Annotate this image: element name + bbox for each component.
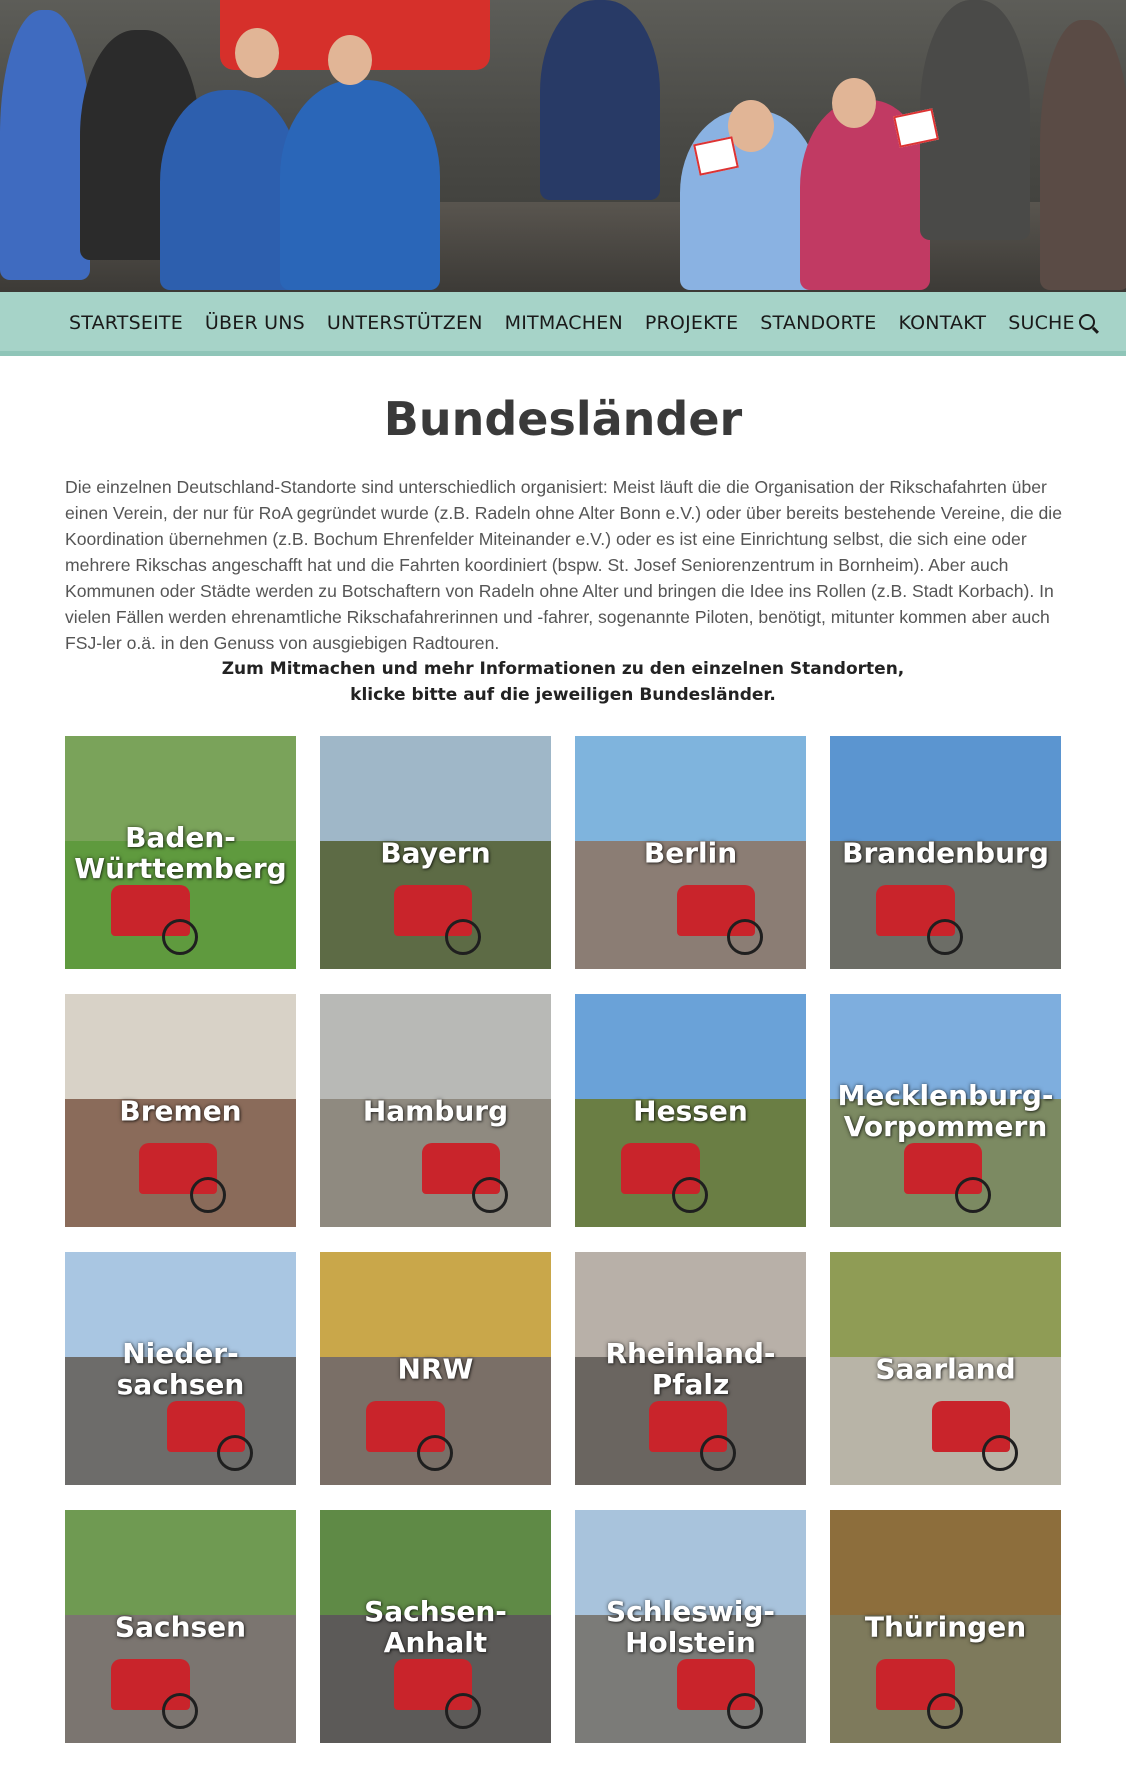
nav-item-suche-label: SUCHE	[1008, 312, 1075, 334]
hero-image	[0, 0, 1126, 292]
state-tile-bremen[interactable]	[65, 994, 296, 1227]
hero-face	[328, 35, 372, 85]
state-tile-sachsen-anhalt[interactable]	[320, 1510, 551, 1743]
tile-rikscha-wheel	[162, 919, 198, 955]
state-tile-hamburg[interactable]	[320, 994, 551, 1227]
tile-rikscha-wheel	[417, 1435, 453, 1471]
hero-face	[832, 78, 876, 128]
state-label: Hamburg	[362, 1094, 509, 1127]
search-icon	[1079, 314, 1095, 330]
state-tile-nrw[interactable]	[320, 1252, 551, 1485]
cta-line-1: Zum Mitmachen und mehr Informationen zu den einzelnen Standorten,	[221, 659, 905, 679]
tile-photo-sky	[320, 736, 551, 841]
state-tile-mecklenburg-vorpommern[interactable]	[830, 994, 1061, 1227]
nav-item-projekte[interactable]: PROJEKTE	[644, 312, 739, 334]
tile-photo-sky	[830, 1510, 1061, 1615]
intro-text: Die einzelnen Deutschland-Standorte sind unterschiedlich organisiert: Meist läuft die die Organisation der Rikschafahrten über einen Verein, der nur für RoA gegründet wurde (z.B. Radeln ohne Alter Bonn e.V.) oder über bereits bestehende Vereine, die die Koordination übernehmen (z.B. Bochum Ehrenfelder Miteinander e.V.) oder es ist eine Einrichtung selbst, die sich eine oder mehrere Rikschas angeschafft hat und die Fahrten koordiniert (bspw. St. Josef Seniorenzentrum in Bornheim). Aber auch Kommunen oder Städte werden zu Botschaftern von Radeln ohne Alter und bringen die Idee ins Rollen (z.B. Stadt Korbach). In vielen Fällen werden ehrenamtliche Rikschafahrerinnen und -fahrer, sogenannte Piloten, benötigt, mitunter kommen aber auch FSJ-ler o.ä. in den Genuss von ausgiebigen Radtouren.	[65, 477, 1062, 653]
state-tile-hessen[interactable]	[575, 994, 806, 1227]
call-to-action	[0, 656, 1126, 708]
tile-rikscha-wheel	[700, 1435, 736, 1471]
nav-item-standorte[interactable]: STANDORTE	[760, 312, 877, 334]
tile-photo-sky	[575, 994, 806, 1099]
tile-rikscha-wheel	[955, 1177, 991, 1213]
state-label: Thüringen	[864, 1610, 1027, 1643]
state-label: Berlin	[643, 836, 738, 869]
state-label: Bremen	[119, 1094, 242, 1127]
state-label: Hessen	[633, 1094, 748, 1127]
state-label: Sachsen- Anhalt	[364, 1594, 507, 1659]
hero-person	[0, 10, 90, 280]
tile-rikscha-wheel	[927, 919, 963, 955]
state-label: Baden- Württemberg	[74, 820, 287, 885]
nav-item-ueber-uns[interactable]: ÜBER UNS	[204, 312, 305, 334]
page-title: Bundesländer	[383, 392, 743, 446]
tile-rikscha-wheel	[190, 1177, 226, 1213]
nav-item-unterstuetzen[interactable]: UNTERSTÜTZEN	[326, 312, 483, 334]
tile-rikscha-wheel	[672, 1177, 708, 1213]
state-tile-berlin[interactable]	[575, 736, 806, 969]
state-tile-sachsen[interactable]	[65, 1510, 296, 1743]
state-label: Schleswig- Holstein	[605, 1594, 776, 1659]
state-label: Sachsen	[114, 1610, 247, 1643]
hero-face	[728, 100, 774, 152]
tile-rikscha-wheel	[927, 1693, 963, 1729]
tile-photo-sky	[65, 1510, 296, 1615]
nav-menu	[69, 312, 1095, 334]
tile-photo-sky	[830, 1252, 1061, 1357]
main-navigation	[0, 292, 1126, 356]
state-tile-brandenburg[interactable]	[830, 736, 1061, 969]
tile-rikscha-wheel	[445, 919, 481, 955]
tile-photo-sky	[320, 1252, 551, 1357]
tile-photo-sky	[320, 994, 551, 1099]
state-label: Rheinland- Pfalz	[605, 1336, 776, 1401]
state-label: NRW	[397, 1352, 474, 1385]
state-tile-bayern[interactable]	[320, 736, 551, 969]
nav-item-kontakt[interactable]: KONTAKT	[898, 312, 987, 334]
nav-item-suche[interactable]	[1008, 312, 1095, 334]
state-tile-rheinland-pfalz[interactable]	[575, 1252, 806, 1485]
tile-photo-sky	[65, 994, 296, 1099]
state-tile-baden-wuerttemberg[interactable]	[65, 736, 296, 969]
hero-person	[160, 90, 300, 290]
state-tile-schleswig-holstein[interactable]	[575, 1510, 806, 1743]
hero-person	[280, 80, 440, 290]
state-label: Mecklenburg- Vorpommern	[837, 1078, 1054, 1143]
nav-item-mitmachen[interactable]: MITMACHEN	[504, 312, 623, 334]
hero-person	[1040, 20, 1126, 290]
state-label: Nieder- sachsen	[116, 1336, 245, 1401]
tile-rikscha-wheel	[162, 1693, 198, 1729]
tile-photo-sky	[575, 736, 806, 841]
hero-face	[235, 28, 279, 78]
tile-photo-sky	[830, 736, 1061, 841]
hero-person	[920, 0, 1030, 240]
state-grid	[65, 736, 1062, 1743]
cta-line-2: klicke bitte auf die jeweiligen Bundesländer.	[350, 685, 776, 705]
state-label: Brandenburg	[842, 836, 1049, 869]
state-tile-thueringen[interactable]	[830, 1510, 1061, 1743]
hero-person	[540, 0, 660, 200]
tile-rikscha-wheel	[445, 1693, 481, 1729]
nav-item-startseite[interactable]: STARTSEITE	[69, 312, 183, 334]
state-label: Bayern	[380, 836, 491, 869]
state-label: Saarland	[875, 1352, 1016, 1385]
state-tile-saarland[interactable]	[830, 1252, 1061, 1485]
state-tile-niedersachsen[interactable]	[65, 1252, 296, 1485]
